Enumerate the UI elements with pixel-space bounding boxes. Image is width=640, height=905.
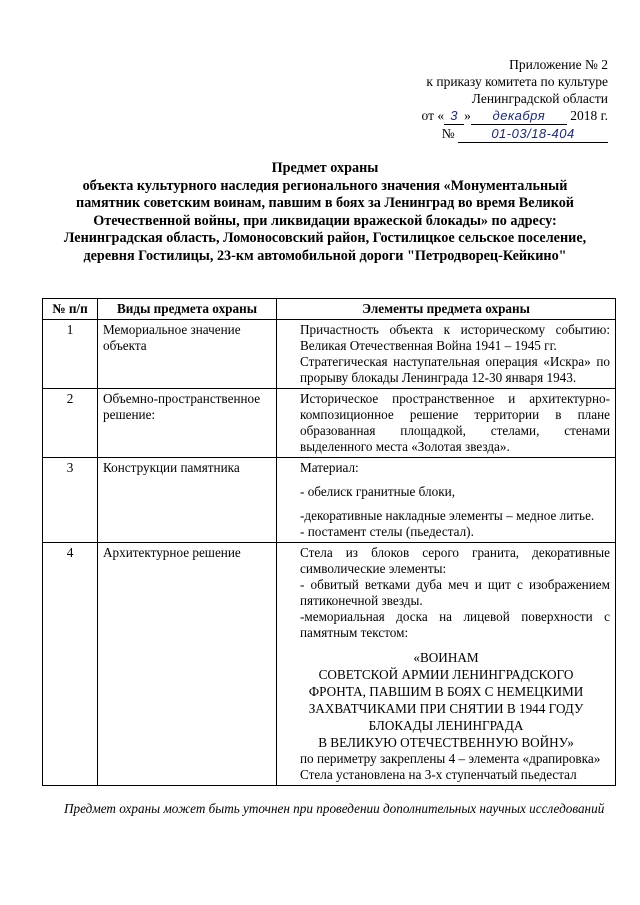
table-row (43, 320, 616, 389)
footnote: Предмет охраны может быть уточнен при проведении дополнительных научных исследований (64, 801, 605, 816)
protection-table (42, 298, 616, 786)
date-prefix: от « (421, 108, 445, 123)
element-line: - обелиск гранитные блоки, (300, 484, 455, 499)
inscription-line: СОВЕТСКОЙ АРМИИ ЛЕНИНГРАДСКОГО (318, 667, 574, 682)
row-elements (277, 458, 616, 543)
appendix-number (368, 125, 608, 143)
row-num: 1 (43, 320, 98, 389)
row-num: 3 (43, 458, 98, 543)
header-num: № п/п (43, 299, 98, 320)
title-body: объекта культурного наследия регионального значения «Монументальный памятник советским воинам, павшим в боях за Ленинград во время Великой Отечественной войны, при ликвидации вражеской блокады» по адресу: Ленинградская область, Ломоносовский район, Гостилицкое сельское поселение, деревня Гостилицы, 23-км автомобильной дороги "Петродворец-Кейкино" (63, 177, 587, 264)
inscription-line: В ВЕЛИКУЮ ОТЕЧЕСТВЕННУЮ ВОЙНУ» (318, 735, 574, 750)
memorial-inscription (282, 649, 610, 751)
row-num: 4 (43, 543, 98, 786)
element-line: - обвитый ветками дуба меч и щит с изображением пятиконечной звезды. (300, 577, 610, 608)
element-line: Историческое пространственное и архитектурно-композиционное решение территории в плане образованная площадкой, стелами, стенами выделенного места «Золотая звезда». (300, 391, 610, 454)
element-line: -мемориальная доска на лицевой поверхности с памятным текстом: (300, 609, 610, 640)
element-line: Причастность объекта к историческому событию: Великая Отечественная Война 1941 – 1945 гг. (300, 322, 610, 353)
inscription-line: БЛОКАДЫ ЛЕНИНГРАДА (368, 718, 524, 733)
table-header-row (43, 299, 616, 320)
row-kind: Объемно-пространственное решение: (98, 389, 277, 458)
inscription-line: ЗАХВАТЧИКАМИ ПРИ СНЯТИИ В 1944 ГОДУ (308, 701, 584, 716)
table-row (43, 543, 616, 786)
element-line: Стела установлена на 3-х ступенчатый пьедестал (300, 767, 577, 782)
element-line: по периметру закреплены 4 – элемента «драпировка» (300, 751, 601, 766)
element-line: Материал: (300, 460, 359, 475)
row-kind: Архитектурное решение (98, 543, 277, 786)
appendix-date (368, 107, 608, 125)
row-num: 2 (43, 389, 98, 458)
date-year: 2018 г. (570, 108, 608, 123)
document-title (52, 160, 598, 266)
title-heading: Предмет охраны (271, 160, 379, 176)
appendix-line-3: Ленинградской области (471, 91, 608, 106)
date-month: декабря (471, 107, 567, 125)
number-label: № (441, 126, 455, 141)
header-kind: Виды предмета охраны (98, 299, 277, 320)
element-line: Стратегическая наступательная операция «Искра» по прорыву блокады Ленинграда 12-30 января 1943. (300, 354, 610, 385)
element-line: -декоративные накладные элементы – медное литье. (300, 508, 595, 523)
row-kind: Конструкции памятника (98, 458, 277, 543)
number-value: 01-03/18-404 (458, 125, 608, 143)
appendix-line-1: Приложение № 2 (509, 57, 608, 72)
row-elements (277, 543, 616, 786)
element-line: - постамент стелы (пьедестал). (300, 524, 474, 539)
element-line: Стела из блоков серого гранита, декоративные символические элементы: (300, 545, 610, 576)
header-elements: Элементы предмета охраны (277, 299, 616, 320)
date-mid: » (464, 108, 471, 123)
table-row (43, 389, 616, 458)
row-kind: Мемориальное значение объекта (98, 320, 277, 389)
table-row (43, 458, 616, 543)
appendix-block (368, 56, 608, 143)
inscription-line: «ВОИНАМ (413, 650, 479, 665)
inscription-line: ФРОНТА, ПАВШИМ В БОЯХ С НЕМЕЦКИМИ (308, 684, 584, 699)
appendix-line-2: к приказу комитета по культуре (426, 74, 608, 89)
row-elements (277, 320, 616, 389)
row-elements (277, 389, 616, 458)
date-day: 3 (444, 107, 464, 125)
